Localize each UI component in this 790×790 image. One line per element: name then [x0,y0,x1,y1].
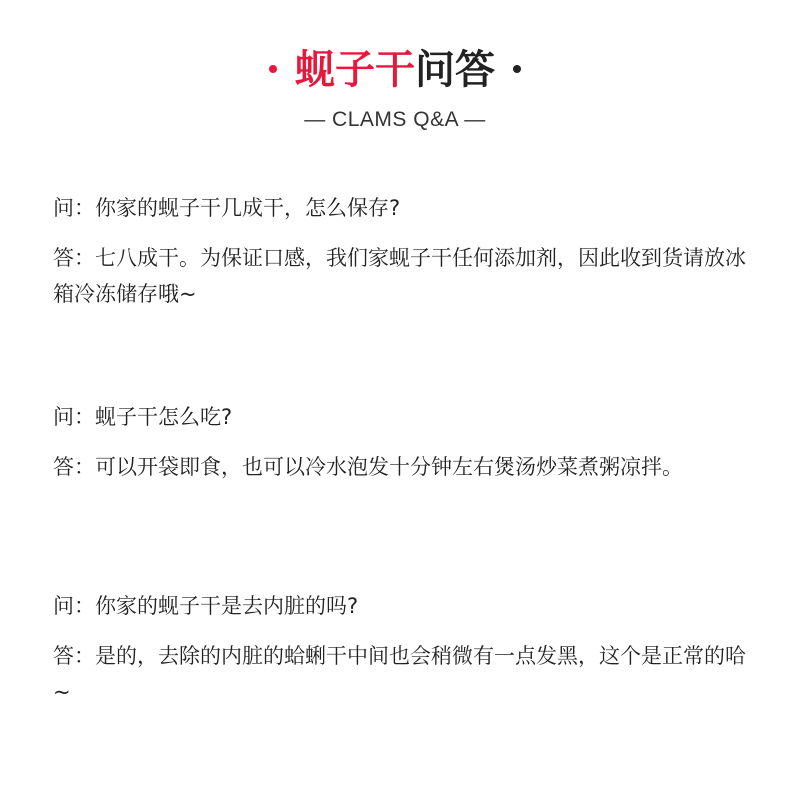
answer-prefix: 答： [53,644,95,668]
page-title [0,42,790,98]
answer [53,240,758,312]
question [53,190,758,226]
answer-prefix: 答： [53,246,95,270]
question [53,588,758,624]
red-dot-icon [269,65,277,73]
answer-text: 七八成干。为保证口感，我们家蚬子干任何添加剂，因此收到货请放冰箱冷冻储存哦~ [53,246,746,306]
question-text: 蚬子干怎么吃? [95,405,233,429]
question [53,399,758,435]
answer [53,449,758,485]
question-prefix: 问： [53,196,95,220]
qa-item-2 [53,399,758,485]
title-highlight: 蚬子干 [295,47,415,93]
black-dot-icon [513,65,521,73]
qa-item-3 [53,588,758,710]
question-text: 你家的蚬子干是去内脏的吗? [95,594,359,618]
title-suffix: 问答 [415,47,495,93]
answer-text: 可以开袋即食，也可以冷水泡发十分钟左右煲汤炒菜煮粥凉拌。 [95,455,683,479]
answer-prefix: 答： [53,455,95,479]
answer [53,638,758,710]
question-text: 你家的蚬子干几成干，怎么保存? [95,196,401,220]
answer-text: 是的，去除的内脏的蛤蜊干中间也会稍微有一点发黑，这个是正常的哈~ [53,644,746,704]
question-prefix: 问： [53,405,95,429]
page-subtitle: — CLAMS Q&A — [304,108,486,131]
question-prefix: 问： [53,594,95,618]
qa-item-1 [53,190,758,312]
